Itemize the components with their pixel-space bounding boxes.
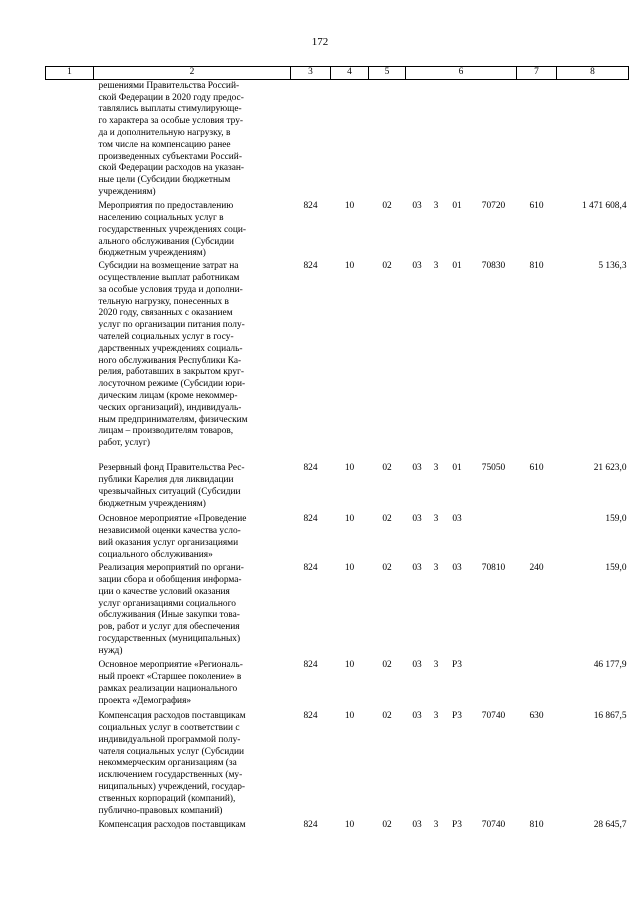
cell-c4: [331, 79, 369, 200]
cell-c6c: [444, 79, 471, 200]
cell-c8: 21 623,0: [593, 463, 627, 474]
cell-c3: 824: [303, 563, 318, 574]
cell-c8: 159,0: [605, 514, 627, 525]
cell-c6b: [429, 79, 444, 200]
cell-c7: [517, 659, 557, 710]
cell-c5: [369, 79, 406, 200]
cell-c5: 02: [382, 261, 392, 272]
budget-table: [45, 66, 629, 833]
cell-desc: Мероприятия по предоставлению населению социальных услуг в государственных учреждениях соци- ального обслуживания (Субсидии бюджетным учреждениям): [98, 201, 246, 259]
cell-c4: 10: [344, 463, 355, 474]
cell-c6c: 01: [452, 463, 462, 474]
cell-c8: 46 177,9: [593, 660, 627, 671]
cell-c6d: 75050: [481, 463, 506, 474]
cell-c6a: [406, 79, 429, 200]
header-col-6: 6: [406, 67, 517, 80]
cell-c5: 02: [382, 820, 392, 831]
cell-desc: Субсидии на возмещение затрат на осуществление выплат работникам за особые условия труда и дополни- тельную нагрузку, понесенных в 2020 году, связанных с оказанием услуг по организации питания полу- чателей социальных услуг в госу- дарственных учреждениях социаль- ного обслуживания Республики Ка- релия, работавших в закрытом круг- лосуточном режиме (Субсидии юри- дическим лицам (кроме некоммер- ческих организаций), индивидуаль- ным предпринимателям, физическим лицам – производителям товаров, работ, услуг): [98, 261, 248, 449]
cell-c3: 824: [303, 660, 318, 671]
table-row: [46, 200, 629, 260]
cell-desc: Компенсация расходов поставщикам: [98, 820, 246, 831]
cell-c6b: 3: [433, 660, 439, 671]
cell-c8: 28 645,7: [593, 820, 627, 831]
cell-c4: 10: [344, 660, 355, 671]
cell-c7: 810: [529, 261, 544, 272]
cell-c6d: 70740: [481, 820, 506, 831]
header-col-8: 8: [557, 67, 629, 80]
cell-c6c: P3: [452, 711, 462, 722]
cell-col1: [46, 200, 94, 260]
cell-c6b: 3: [433, 201, 439, 212]
cell-c5: 02: [382, 711, 392, 722]
table-row: [46, 710, 629, 819]
table-row: [46, 562, 629, 659]
cell-c6a: 03: [412, 463, 422, 474]
page-number: 172: [311, 36, 329, 48]
cell-c3: 824: [303, 820, 318, 831]
cell-c8: 5 136,3: [598, 261, 627, 272]
cell-c6c: P3: [452, 660, 462, 671]
cell-c7: 810: [529, 820, 544, 831]
cell-c8: 1 471 608,4: [581, 201, 627, 212]
cell-desc: Основное мероприятие «Региональ- ный проект «Старшее поколение» в рамках реализации национального проекта «Демография»: [98, 660, 243, 706]
cell-c5: 02: [382, 463, 392, 474]
table-row: [46, 819, 629, 833]
cell-c5: 02: [382, 514, 392, 525]
cell-c7: 610: [529, 201, 544, 212]
cell-c6a: 03: [412, 261, 422, 272]
cell-c6b: 3: [433, 711, 439, 722]
table-row: [46, 260, 629, 462]
cell-c6c: P3: [452, 820, 462, 831]
cell-desc: Реализация мероприятий по органи- зации сбора и обобщения информа- ции о качестве условий оказания услуг организациями социального обслуживания (Иные закупки това- ров, работ и услуг для обеспечения государственных (муниципальных) нужд): [98, 563, 244, 656]
cell-c6b: 3: [433, 820, 439, 831]
cell-col1: [46, 513, 94, 562]
header-col-5: 5: [369, 67, 406, 80]
cell-c7: [517, 79, 557, 200]
cell-c6a: 03: [412, 514, 422, 525]
cell-c3: 824: [303, 514, 318, 525]
header-col-3: 3: [291, 67, 331, 80]
header-col-4: 4: [331, 67, 369, 80]
cell-c6d: [471, 79, 517, 200]
cell-c6d: 70810: [481, 563, 506, 574]
cell-col1: [46, 819, 94, 833]
header-row: [46, 67, 629, 80]
cell-col1: [46, 79, 94, 200]
cell-c6d: 70830: [481, 261, 506, 272]
cell-desc: решениями Правительства Россий- ской Федерации в 2020 году предос- тавлялись выплаты стимулирующе- го характера за особые условия тру- да и дополнительную нагрузку, в том числе на компенсацию ранее произведенных субъектами Россий- ской Федерации расходов на указан- ные цели (Субсидии бюджетным учреждениям): [98, 80, 245, 197]
cell-col1: [46, 260, 94, 462]
header-col-2: 2: [94, 67, 291, 80]
cell-c3: 824: [303, 711, 318, 722]
cell-c8: [557, 79, 629, 200]
cell-c5: 02: [382, 660, 392, 671]
cell-c8: 159,0: [605, 563, 627, 574]
cell-c3: 824: [303, 463, 318, 474]
table-row: [46, 79, 629, 200]
cell-c4: 10: [344, 514, 355, 525]
cell-c4: 10: [344, 261, 355, 272]
cell-c6d: 70740: [481, 711, 506, 722]
cell-c6c: 01: [452, 201, 462, 212]
cell-c6a: 03: [412, 660, 422, 671]
cell-c5: 02: [382, 563, 392, 574]
cell-c3: 824: [303, 261, 318, 272]
cell-desc: Основное мероприятие «Проведение независимой оценки качества усло- вий оказания услуг организациями социального обслуживания»: [98, 514, 247, 560]
cell-desc: Компенсация расходов поставщикам социальных услуг в соответствии с индивидуальной программой полу- чателя социальных услуг (Субсидии некоммерческим организациям (за исключением государственных (му- ниципальных) учреждений, государ- ственных корпораций (компаний), публично-правовых компаний): [98, 711, 246, 816]
cell-c6a: 03: [412, 201, 422, 212]
cell-c6d: [471, 659, 517, 710]
cell-c6c: 03: [452, 514, 462, 525]
header-col-7: 7: [517, 67, 557, 80]
cell-c5: 02: [382, 201, 392, 212]
cell-col1: [46, 659, 94, 710]
cell-c7: 610: [529, 463, 544, 474]
cell-c4: 10: [344, 820, 355, 831]
table-row: [46, 462, 629, 513]
table-row: [46, 513, 629, 562]
table-row: [46, 659, 629, 710]
cell-c7: 630: [529, 711, 544, 722]
cell-c7: 240: [529, 563, 544, 574]
cell-c6d: 70720: [481, 201, 506, 212]
cell-c6b: 3: [433, 563, 439, 574]
cell-c6a: 03: [412, 563, 422, 574]
cell-c7: [517, 513, 557, 562]
cell-c4: 10: [344, 201, 355, 212]
cell-c6a: 03: [412, 711, 422, 722]
cell-col1: [46, 562, 94, 659]
cell-c6b: 3: [433, 463, 439, 474]
cell-c6b: 3: [433, 514, 439, 525]
cell-c4: 10: [344, 563, 355, 574]
cell-c4: 10: [344, 711, 355, 722]
cell-c8: 16 867,5: [593, 711, 627, 722]
cell-c6b: 3: [433, 261, 439, 272]
cell-desc: Резервный фонд Правительства Рес- публики Карелия для ликвидации чрезвычайных ситуаций (Субсидии бюджетным учреждениям): [98, 463, 245, 509]
cell-c3: 824: [303, 201, 318, 212]
cell-col1: [46, 710, 94, 819]
cell-c6d: [471, 513, 517, 562]
header-col-1: 1: [46, 67, 94, 80]
cell-c3: [291, 79, 331, 200]
cell-col1: [46, 462, 94, 513]
cell-c6a: 03: [412, 820, 422, 831]
cell-c6c: 03: [452, 563, 462, 574]
cell-c6c: 01: [452, 261, 462, 272]
